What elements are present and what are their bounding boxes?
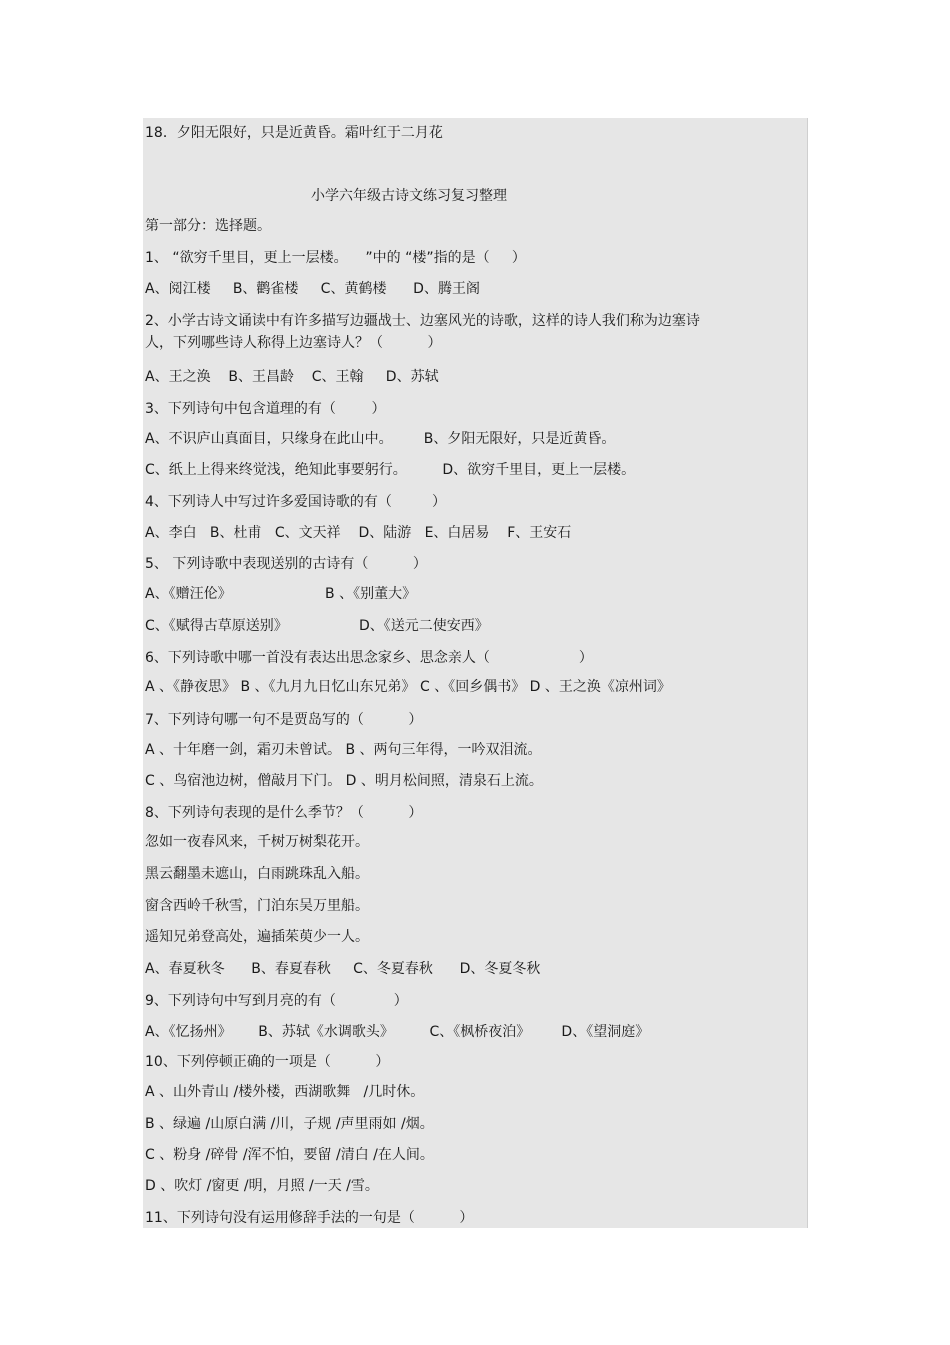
poem-line: 黑云翻墨未遮山，白雨跳珠乱入船。 (145, 866, 369, 882)
question-1-options: A、阅江楼 B、鹳雀楼 C、黄鹤楼 D、腾王阁 (145, 281, 480, 297)
question-3: 3、下列诗句中包含道理的有（ ） (145, 401, 386, 417)
document-title: 小学六年级古诗文练习复习整理 (311, 188, 507, 204)
question-3-options-ab: A、不识庐山真面目，只缘身在此山中。 B、夕阳无限好，只是近黄昏。 (145, 431, 616, 447)
question-7-options-ab: A 、十年磨一剑，霜刃未曾试。 B 、两句三年得，一吟双泪流。 (145, 742, 542, 758)
question-4-options: A、李白 B、杜甫 C、文天祥 D、陆游 E、白居易 F、王安石 (145, 525, 572, 541)
section-heading: 第一部分：选择题。 (145, 218, 271, 234)
question-9-options: A、《忆扬州》 B、苏轼《水调歌头》 C、《枫桥夜泊》 D、《望洞庭》 (145, 1024, 650, 1040)
question-5-options-ab: A、《赠汪伦》 B 、《别董大》 (145, 586, 417, 602)
question-4: 4、下列诗人中写过许多爱国诗歌的有（ ） (145, 494, 446, 510)
question-5: 5、 下列诗歌中表现送别的古诗有（ ） (145, 556, 427, 572)
question-11: 11、下列诗句没有运用修辞手法的一句是（ ） (145, 1210, 474, 1226)
question-10-option-c: C 、粉身 /碎骨 /浑不怕，要留 /清白 /在人间。 (145, 1147, 434, 1163)
question-8-options: A、春夏秋冬 B、春夏春秋 C、冬夏春秋 D、冬夏冬秋 (145, 961, 541, 977)
question-6-options: A 、《静夜思》 B 、《九月九日忆山东兄弟》 C 、《回乡偶书》 D 、王之涣《凉州词》 (145, 679, 671, 695)
poem-line: 窗含西岭千秋雪，门泊东吴万里船。 (145, 898, 369, 914)
document-page (143, 118, 808, 1228)
question-2: 2、小学古诗文诵读中有许多描写边疆战士、边塞风光的诗歌，这样的诗人我们称为边塞诗 (145, 313, 700, 329)
poem-line: 忽如一夜春风来，千树万树梨花开。 (145, 834, 369, 850)
text-line: 18．夕阳无限好，只是近黄昏。霜叶红于二月花 (145, 125, 443, 141)
question-1: 1、 “欲穷千里目，更上一层楼。 ”中的 “楼”指的是（ ） (145, 250, 526, 266)
question-9: 9、下列诗句中写到月亮的有（ ） (145, 993, 408, 1009)
question-8: 8、下列诗句表现的是什么季节？（ ） (145, 805, 423, 821)
question-2-cont: 人，下列哪些诗人称得上边塞诗人？（ ） (145, 335, 442, 351)
question-10-option-b: B 、绿遍 /山原白满 /川，子规 /声里雨如 /烟。 (145, 1116, 434, 1132)
question-3-options-cd: C、纸上上得来终觉浅，绝知此事要躬行。 D、欲穷千里目，更上一层楼。 (145, 462, 636, 478)
question-7-options-cd: C 、鸟宿池边树，僧敲月下门。 D 、明月松间照，清泉石上流。 (145, 773, 543, 789)
poem-line: 遥知兄弟登高处，遍插茱萸少一人。 (145, 929, 369, 945)
question-10-option-a: A 、山外青山 /楼外楼，西湖歌舞 /几时休。 (145, 1084, 425, 1100)
question-10: 10、下列停顿正确的一项是（ ） (145, 1054, 390, 1070)
question-10-option-d: D 、吹灯 /窗更 /明，月照 /一天 /雪。 (145, 1178, 379, 1194)
question-5-options-cd: C、《赋得古草原送别》 D、《送元二使安西》 (145, 618, 489, 634)
question-7: 7、下列诗句哪一句不是贾岛写的（ ） (145, 712, 423, 728)
question-6: 6、下列诗歌中哪一首没有表达出思念家乡、思念亲人（ ） (145, 650, 593, 666)
question-2-options: A、王之涣 B、王昌龄 C、王翰 D、苏轼 (145, 369, 439, 385)
